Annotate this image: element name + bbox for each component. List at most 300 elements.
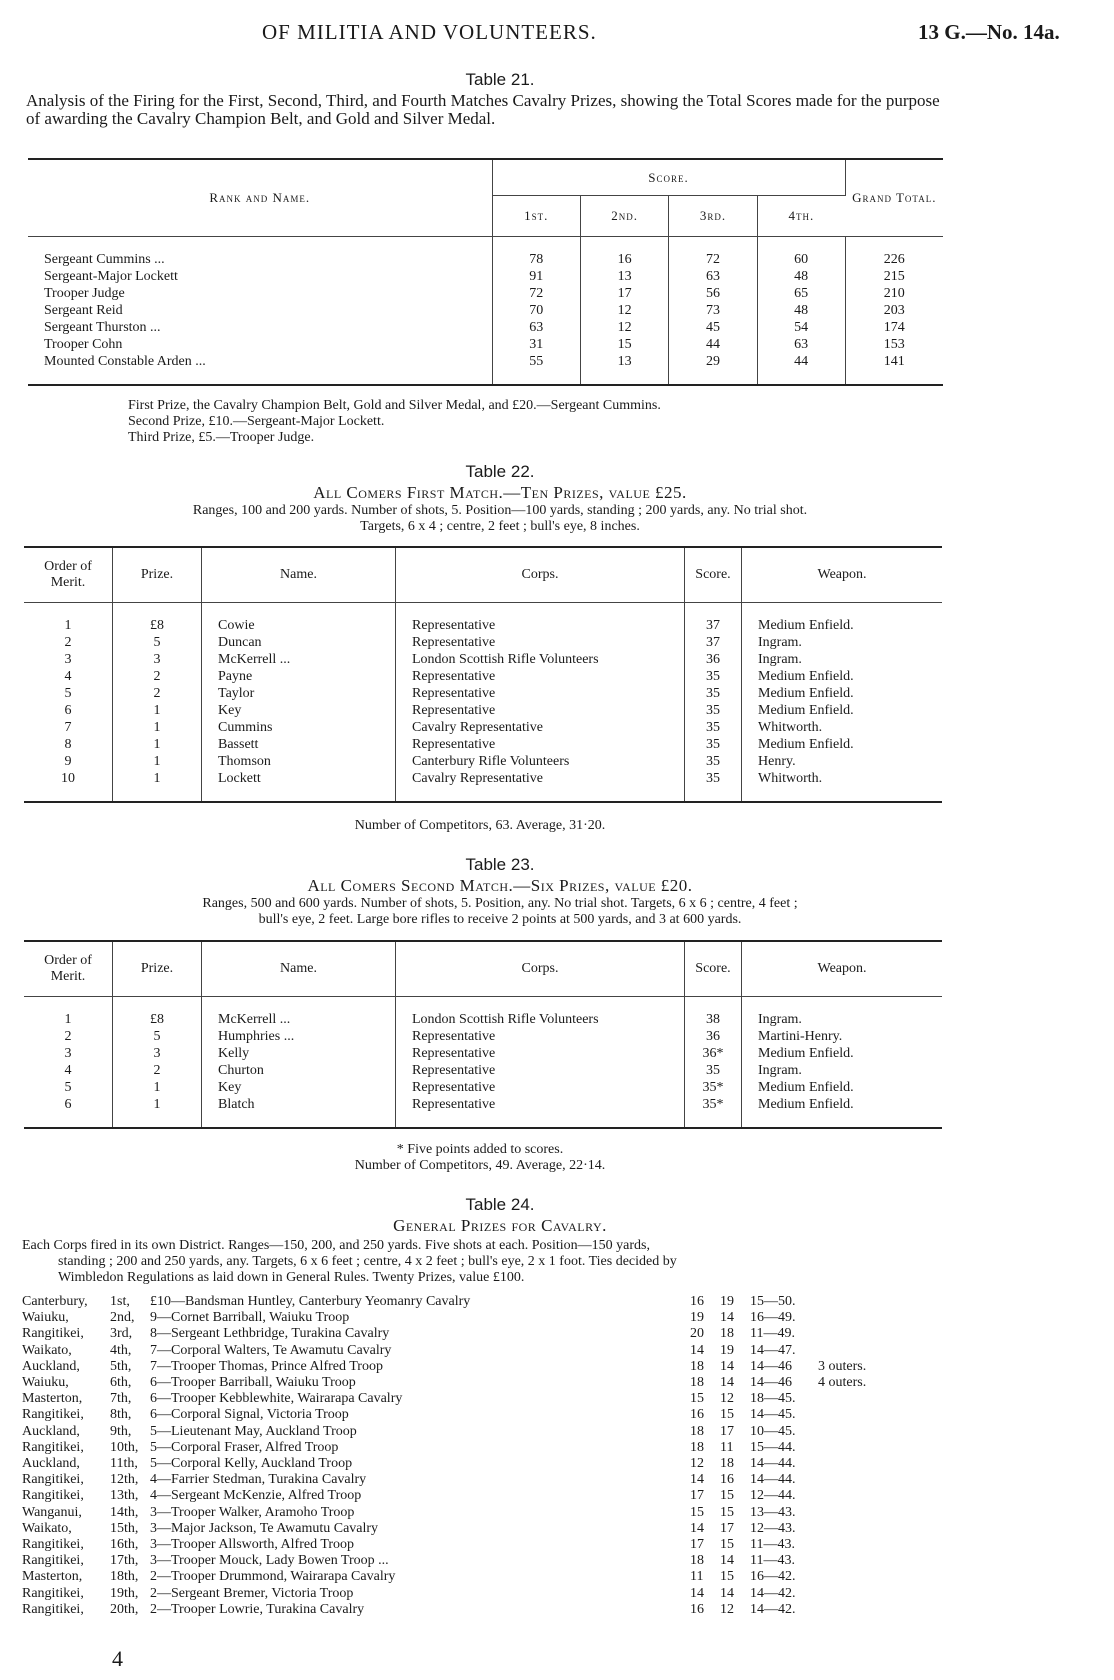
- weapon-cell: Medium Enfield.: [758, 737, 854, 752]
- weapon-cell: Medium Enfield.: [758, 1046, 854, 1061]
- order-cell: 3: [24, 1045, 113, 1062]
- prize-winner-cell: 6—Trooper Barriball, Waiuku Troop: [150, 1375, 356, 1390]
- score-cell: 17: [580, 285, 668, 302]
- place-cell: 9th,: [110, 1423, 132, 1439]
- corps-cell: Representative: [396, 1062, 685, 1079]
- score-200-cell: 18: [720, 1456, 734, 1471]
- prize-cell: 2: [113, 1062, 202, 1079]
- order-cell: 5: [24, 685, 113, 702]
- header-3rd: 3rd.: [669, 196, 757, 237]
- score-150-cell: 16: [690, 1407, 704, 1423]
- header-2nd: 2nd.: [580, 196, 668, 237]
- score-cell: 15: [580, 336, 668, 353]
- rank-name-cell: Sergeant Cummins ...: [28, 251, 492, 268]
- header-weapon: Weapon.: [742, 941, 943, 997]
- score-200-cell: 18: [720, 1326, 734, 1342]
- district-cell: Auckland,: [22, 1423, 80, 1439]
- score-250-total-cell: 16—49.: [750, 1310, 796, 1326]
- corps-cell: Canterbury Rifle Volunteers: [396, 753, 685, 770]
- table21-label: Table 21.: [465, 70, 535, 89]
- district-cell: Waikato,: [22, 1520, 72, 1536]
- score-150-cell: 14: [690, 1472, 704, 1488]
- order-cell: 6: [24, 702, 113, 719]
- corps-cell: Cavalry Representative: [396, 770, 685, 787]
- prize-cell: 5: [113, 1028, 202, 1045]
- score-cell: 65: [757, 285, 845, 302]
- score-250-total-cell: 15—50.: [750, 1294, 796, 1309]
- score-150-cell: 12: [690, 1456, 704, 1471]
- grand-total-cell: 153: [883, 337, 905, 352]
- name-cell: Bassett: [202, 736, 396, 753]
- score-200-cell: 14: [720, 1358, 734, 1374]
- score-cell: 16: [580, 251, 668, 268]
- district-cell: Rangitikei,: [22, 1585, 84, 1601]
- list-item: [22, 1504, 1082, 1521]
- table-row: [24, 1079, 942, 1096]
- prize-winner-cell: 5—Lieutenant May, Auckland Troop: [150, 1423, 357, 1439]
- corps-cell: Representative: [396, 1045, 685, 1062]
- score-cell: 36: [685, 651, 742, 668]
- prize-winner-cell: 3—Trooper Mouck, Lady Bowen Troop ...: [150, 1553, 389, 1569]
- district-cell: Waikato,: [22, 1342, 72, 1358]
- name-cell: Key: [202, 1079, 396, 1096]
- score-cell: 36: [685, 1028, 742, 1045]
- score-cell: 48: [757, 302, 845, 319]
- score-cell: 48: [757, 268, 845, 285]
- name-cell: Lockett: [202, 770, 396, 787]
- name-cell: McKerrell ...: [202, 1011, 396, 1028]
- table21-note-1: First Prize, the Cavalry Champion Belt, Gold and Silver Medal, and £20.—Sergeant Cummins.: [128, 398, 661, 413]
- weapon-cell: Whitworth.: [758, 720, 823, 735]
- weapon-cell: Medium Enfield.: [758, 669, 854, 684]
- rank-name-cell: Sergeant Thurston ...: [28, 319, 492, 336]
- header-rank-name: Rank and Name.: [28, 159, 492, 237]
- place-cell: 6th,: [110, 1375, 132, 1390]
- prize-cell: 1: [113, 1079, 202, 1096]
- score-250-total-cell: 11—49.: [750, 1326, 795, 1342]
- prize-winner-cell: 3—Major Jackson, Te Awamutu Cavalry: [150, 1520, 379, 1536]
- prize-winner-cell: 4—Sergeant McKenzie, Alfred Troop: [150, 1488, 362, 1504]
- score-cell: 35: [685, 702, 742, 719]
- table23-note: Number of Competitors, 49. Average, 22·14.: [354, 1158, 606, 1173]
- place-cell: 16th,: [110, 1537, 139, 1552]
- corps-cell: Cavalry Representative: [396, 719, 685, 736]
- name-cell: Payne: [202, 668, 396, 685]
- list-item: [22, 1374, 1082, 1391]
- score-200-cell: 16: [720, 1472, 734, 1488]
- name-cell: Churton: [202, 1062, 396, 1079]
- grand-total-cell: 210: [883, 286, 905, 301]
- score-cell: 31: [492, 336, 580, 353]
- prize-winner-cell: 5—Corporal Kelly, Auckland Troop: [150, 1456, 353, 1471]
- place-cell: 15th,: [110, 1520, 139, 1536]
- score-150-cell: 18: [690, 1423, 704, 1439]
- score-cell: 73: [669, 302, 757, 319]
- header-order-of-merit: Order of Merit.: [24, 941, 113, 997]
- header-order-of-merit: Order of Merit.: [24, 547, 113, 603]
- list-item: [22, 1585, 1082, 1602]
- score-200-cell: 17: [720, 1423, 734, 1439]
- score-250-total-cell: 14—44.: [750, 1456, 796, 1471]
- score-250-total-cell: 11—43.: [750, 1537, 795, 1552]
- prize-winner-cell: 7—Corporal Walters, Te Awamutu Cavalry: [150, 1342, 392, 1358]
- prize-cell: 1: [113, 719, 202, 736]
- corps-cell: Representative: [396, 617, 685, 634]
- table-row: [24, 1011, 942, 1028]
- prize-cell: 1: [113, 753, 202, 770]
- list-item: [22, 1552, 1082, 1569]
- prize-winner-cell: 2—Trooper Drummond, Wairarapa Cavalry: [150, 1569, 396, 1585]
- table23-label: Table 23.: [465, 855, 535, 874]
- prize-winner-cell: 7—Trooper Thomas, Prince Alfred Troop: [150, 1358, 383, 1374]
- corps-cell: Representative: [396, 668, 685, 685]
- weapon-cell: Ingram.: [758, 652, 802, 667]
- weapon-cell: Whitworth.: [758, 771, 823, 786]
- score-250-total-cell: 12—43.: [750, 1520, 796, 1536]
- place-cell: 10th,: [110, 1439, 139, 1455]
- score-200-cell: 19: [720, 1294, 734, 1309]
- table-row: [24, 1028, 942, 1045]
- name-cell: Humphries ...: [202, 1028, 396, 1045]
- district-cell: Rangitikei,: [22, 1488, 84, 1504]
- table-row: [24, 685, 942, 702]
- corps-cell: London Scottish Rifle Volunteers: [396, 1011, 685, 1028]
- score-cell: 60: [757, 251, 845, 268]
- header-prize: Prize.: [113, 941, 202, 997]
- header-corps: Corps.: [396, 941, 685, 997]
- rank-name-cell: Mounted Constable Arden ...: [28, 353, 492, 370]
- header-1st: 1st.: [492, 196, 580, 237]
- table-row: [24, 736, 942, 753]
- score-cell: 37: [685, 617, 742, 634]
- score-200-cell: 12: [720, 1601, 734, 1617]
- score-cell: 13: [580, 268, 668, 285]
- district-cell: Waiuku,: [22, 1375, 69, 1390]
- district-cell: Masterton,: [22, 1391, 83, 1407]
- score-200-cell: 12: [720, 1391, 734, 1407]
- prize-winner-cell: 2—Sergeant Bremer, Victoria Troop: [150, 1585, 354, 1601]
- district-cell: Rangitikei,: [22, 1439, 84, 1455]
- name-cell: Kelly: [202, 1045, 396, 1062]
- name-cell: McKerrell ...: [202, 651, 396, 668]
- order-cell: 3: [24, 651, 113, 668]
- district-cell: Rangitikei,: [22, 1407, 84, 1423]
- table24-desc-2: standing ; 200 and 250 yards, any. Targets, 6 x 6 feet ; centre, 4 x 2 feet ; bull's eye, 2 x 1 foot. Ties decided by: [58, 1254, 677, 1269]
- order-cell: 1: [24, 1011, 113, 1028]
- place-cell: 18th,: [110, 1569, 139, 1585]
- order-cell: 7: [24, 719, 113, 736]
- list-item: [22, 1536, 1082, 1553]
- score-150-cell: 14: [690, 1585, 704, 1601]
- name-cell: Cowie: [202, 617, 396, 634]
- list-item: [22, 1520, 1082, 1537]
- prize-cell: £8: [113, 1011, 202, 1028]
- order-cell: 2: [24, 1028, 113, 1045]
- score-250-total-cell: 13—43.: [750, 1504, 796, 1520]
- header-name: Name.: [202, 941, 396, 997]
- score-cell: 37: [685, 634, 742, 651]
- list-item: [22, 1487, 1082, 1504]
- name-cell: Taylor: [202, 685, 396, 702]
- place-cell: 17th,: [110, 1553, 139, 1569]
- corps-cell: Representative: [396, 1079, 685, 1096]
- grand-total-cell: 141: [883, 354, 905, 369]
- score-250-total-cell: 14—47.: [750, 1342, 796, 1358]
- order-cell: 10: [24, 770, 113, 787]
- score-200-cell: 14: [720, 1375, 734, 1390]
- score-150-cell: 11: [690, 1569, 704, 1585]
- score-cell: 72: [669, 251, 757, 268]
- prize-winner-cell: 2—Trooper Lowrie, Turakina Cavalry: [150, 1601, 365, 1617]
- prize-winner-cell: 3—Trooper Walker, Aramoho Troop: [150, 1504, 355, 1520]
- score-cell: 63: [669, 268, 757, 285]
- weapon-cell: Ingram.: [758, 1063, 802, 1078]
- table-row: [28, 336, 943, 353]
- table21-note-3: Third Prize, £5.—Trooper Judge.: [128, 430, 315, 445]
- table21-caption: Analysis of the Firing for the First, Second, Third, and Fourth Matches Cavalry Prizes, showing the Total Scores made for the purpose of awarding the Cavalry Champion Belt, and Gold and Silver Medal.: [26, 91, 940, 128]
- name-cell: Thomson: [202, 753, 396, 770]
- place-cell: 13th,: [110, 1488, 139, 1504]
- table22-label: Table 22.: [465, 462, 535, 481]
- score-cell: 56: [669, 285, 757, 302]
- header-score: Score.: [685, 941, 742, 997]
- table-row: [24, 651, 942, 668]
- score-250-total-cell: 14—42.: [750, 1585, 796, 1601]
- weapon-cell: Medium Enfield.: [758, 1097, 854, 1112]
- list-item: [22, 1471, 1082, 1488]
- prize-cell: £8: [113, 617, 202, 634]
- place-cell: 20th,: [110, 1601, 139, 1617]
- score-250-total-cell: 10—45.: [750, 1423, 796, 1439]
- page-reference: 13 G.—No. 14a.: [918, 20, 1060, 44]
- score-cell: 35: [685, 753, 742, 770]
- district-cell: Auckland,: [22, 1456, 80, 1471]
- corps-cell: Representative: [396, 634, 685, 651]
- place-cell: 4th,: [110, 1342, 132, 1358]
- score-cell: 72: [492, 285, 580, 302]
- place-cell: 14th,: [110, 1504, 139, 1520]
- place-cell: 11th,: [110, 1456, 138, 1471]
- prize-winner-cell: £10—Bandsman Huntley, Canterbury Yeomanry Cavalry: [150, 1294, 471, 1309]
- score-200-cell: 15: [720, 1488, 734, 1504]
- prize-winner-cell: 3—Trooper Allsworth, Alfred Troop: [150, 1537, 355, 1552]
- score-cell: 35: [685, 685, 742, 702]
- score-cell: 35: [685, 668, 742, 685]
- score-150-cell: 18: [690, 1439, 704, 1455]
- table22-note: Number of Competitors, 63. Average, 31·20.: [354, 818, 606, 833]
- score-cell: 54: [757, 319, 845, 336]
- order-cell: 8: [24, 736, 113, 753]
- prize-winner-cell: 9—Cornet Barriball, Waiuku Troop: [150, 1310, 350, 1326]
- list-item: [22, 1601, 1082, 1618]
- score-200-cell: 17: [720, 1520, 734, 1536]
- place-cell: 5th,: [110, 1358, 132, 1374]
- corps-cell: Representative: [396, 685, 685, 702]
- score-cell: 35*: [685, 1079, 742, 1096]
- page-header: [0, 18, 1114, 48]
- prize-winner-cell: 5—Corporal Fraser, Alfred Troop: [150, 1439, 339, 1455]
- table-row: [28, 302, 943, 319]
- score-cell: 63: [757, 336, 845, 353]
- district-cell: Auckland,: [22, 1358, 80, 1374]
- list-item: [22, 1455, 1082, 1472]
- order-cell: 2: [24, 634, 113, 651]
- district-cell: Rangitikei,: [22, 1553, 84, 1569]
- table24-desc-3: Wimbledon Regulations as laid down in General Rules. Twenty Prizes, value £100.: [58, 1270, 525, 1285]
- header-corps: Corps.: [396, 547, 685, 603]
- score-cell: 44: [757, 353, 845, 370]
- prize-winner-cell: 6—Corporal Signal, Victoria Troop: [150, 1407, 349, 1423]
- table-row: [24, 617, 942, 634]
- score-cell: 13: [580, 353, 668, 370]
- grand-total-cell: 174: [883, 320, 905, 335]
- table-row: [28, 251, 943, 268]
- grand-total-cell: 226: [883, 252, 905, 267]
- score-cell: 12: [580, 319, 668, 336]
- prize-cell: 3: [113, 651, 202, 668]
- header-score: Score.: [685, 547, 742, 603]
- score-250-total-cell: 14—42.: [750, 1601, 796, 1617]
- table-row: [24, 719, 942, 736]
- weapon-cell: Ingram.: [758, 635, 802, 650]
- score-cell: 55: [492, 353, 580, 370]
- list-item: [22, 1293, 1082, 1310]
- score-cell: 44: [669, 336, 757, 353]
- name-cell: Cummins: [202, 719, 396, 736]
- score-150-cell: 16: [690, 1294, 704, 1309]
- table-row: [28, 268, 943, 285]
- score-cell: 12: [580, 302, 668, 319]
- score-cell: 63: [492, 319, 580, 336]
- score-150-cell: 19: [690, 1310, 704, 1326]
- order-cell: 9: [24, 753, 113, 770]
- score-150-cell: 17: [690, 1537, 704, 1552]
- table24-caption: General Prizes for Cavalry.: [393, 1216, 607, 1235]
- score-150-cell: 18: [690, 1375, 704, 1390]
- header-grand-total: Grand Total.: [845, 159, 943, 237]
- prize-cell: 5: [113, 634, 202, 651]
- corps-cell: Representative: [396, 1096, 685, 1113]
- list-item: [22, 1406, 1082, 1423]
- table21: [28, 158, 943, 386]
- weapon-cell: Medium Enfield.: [758, 703, 854, 718]
- table22-desc-2: Targets, 6 x 4 ; centre, 2 feet ; bull's eye, 8 inches.: [360, 519, 640, 534]
- district-cell: Wanganui,: [22, 1504, 82, 1520]
- table23-desc-2: bull's eye, 2 feet. Large bore rifles to receive 2 points at 500 yards, and 3 at 600 yards.: [258, 912, 742, 927]
- district-cell: Rangitikei,: [22, 1601, 84, 1617]
- place-cell: 2nd,: [110, 1310, 135, 1326]
- list-item: [22, 1342, 1082, 1359]
- table-row: [24, 634, 942, 651]
- prize-winner-cell: 6—Trooper Kebblewhite, Wairarapa Cavalry: [150, 1391, 403, 1407]
- place-cell: 8th,: [110, 1407, 132, 1423]
- score-cell: 35: [685, 770, 742, 787]
- prize-cell: 3: [113, 1045, 202, 1062]
- table-row: [28, 319, 943, 336]
- score-150-cell: 14: [690, 1342, 704, 1358]
- score-150-cell: 14: [690, 1520, 704, 1536]
- note-cell: 4 outers.: [818, 1375, 867, 1390]
- table23-footnote: * Five points added to scores.: [396, 1142, 564, 1157]
- order-cell: 4: [24, 1062, 113, 1079]
- place-cell: 19th,: [110, 1585, 139, 1601]
- header-prize: Prize.: [113, 547, 202, 603]
- score-250-total-cell: 14—44.: [750, 1472, 796, 1488]
- table-row: [28, 285, 943, 302]
- table-row: [24, 702, 942, 719]
- table23-desc-1: Ranges, 500 and 600 yards. Number of shots, 5. Position, any. No trial shot. Targets, 6 x 6 ; centre, 4 feet ;: [202, 896, 798, 911]
- table23: [24, 940, 942, 1129]
- score-cell: 38: [685, 1011, 742, 1028]
- rank-name-cell: Trooper Judge: [28, 285, 492, 302]
- place-cell: 3rd,: [110, 1326, 133, 1342]
- table-row: [24, 1045, 942, 1062]
- table22-caption: All Comers First Match.—Ten Prizes, value £25.: [313, 483, 687, 502]
- table22: [24, 546, 942, 803]
- weapon-cell: Ingram.: [758, 1012, 802, 1027]
- score-cell: 70: [492, 302, 580, 319]
- list-item: [22, 1439, 1082, 1456]
- list-item: [22, 1309, 1082, 1326]
- rank-name-cell: Trooper Cohn: [28, 336, 492, 353]
- table-row: [24, 1096, 942, 1113]
- note-cell: 3 outers.: [818, 1358, 867, 1374]
- score-200-cell: 15: [720, 1537, 734, 1552]
- header-weapon: Weapon.: [742, 547, 943, 603]
- score-cell: 36*: [685, 1045, 742, 1062]
- place-cell: 12th,: [110, 1472, 139, 1488]
- score-cell: 35: [685, 719, 742, 736]
- rank-name-cell: Sergeant Reid: [28, 302, 492, 319]
- weapon-cell: Medium Enfield.: [758, 1080, 854, 1095]
- prize-cell: 1: [113, 702, 202, 719]
- table22-desc-1: Ranges, 100 and 200 yards. Number of shots, 5. Position—100 yards, standing ; 200 yards, any. No trial shot.: [192, 503, 808, 518]
- table24-desc-1: Each Corps fired in its own District. Ranges—150, 200, and 250 yards. Five shots at each. Position—150 yards,: [22, 1238, 650, 1253]
- order-cell: 1: [24, 617, 113, 634]
- score-150-cell: 18: [690, 1553, 704, 1569]
- corps-cell: London Scottish Rifle Volunteers: [396, 651, 685, 668]
- score-200-cell: 11: [720, 1439, 734, 1455]
- score-250-total-cell: 14—45.: [750, 1407, 796, 1423]
- running-title: OF MILITIA AND VOLUNTEERS.: [262, 20, 597, 44]
- table21-note-2: Second Prize, £10.—Sergeant-Major Lockett.: [128, 414, 385, 429]
- score-150-cell: 18: [690, 1358, 704, 1374]
- score-250-total-cell: 12—44.: [750, 1488, 796, 1504]
- score-250-total-cell: 14—46: [750, 1375, 792, 1390]
- header-score: Score.: [492, 159, 845, 196]
- score-200-cell: 14: [720, 1585, 734, 1601]
- score-cell: 35*: [685, 1096, 742, 1113]
- table-row: [24, 770, 942, 787]
- prize-cell: 1: [113, 1096, 202, 1113]
- prize-cell: 2: [113, 668, 202, 685]
- score-250-total-cell: 15—44.: [750, 1439, 796, 1455]
- header-name: Name.: [202, 547, 396, 603]
- order-cell: 4: [24, 668, 113, 685]
- prize-cell: 2: [113, 685, 202, 702]
- table-row: [24, 753, 942, 770]
- score-200-cell: 14: [720, 1553, 734, 1569]
- score-250-total-cell: 11—43.: [750, 1553, 795, 1569]
- prize-cell: 1: [113, 770, 202, 787]
- header-4th: 4th.: [757, 196, 845, 237]
- score-200-cell: 14: [720, 1310, 734, 1326]
- weapon-cell: Henry.: [758, 754, 796, 769]
- corps-cell: Representative: [396, 736, 685, 753]
- order-cell: 6: [24, 1096, 113, 1113]
- table-row: [24, 668, 942, 685]
- score-200-cell: 15: [720, 1407, 734, 1423]
